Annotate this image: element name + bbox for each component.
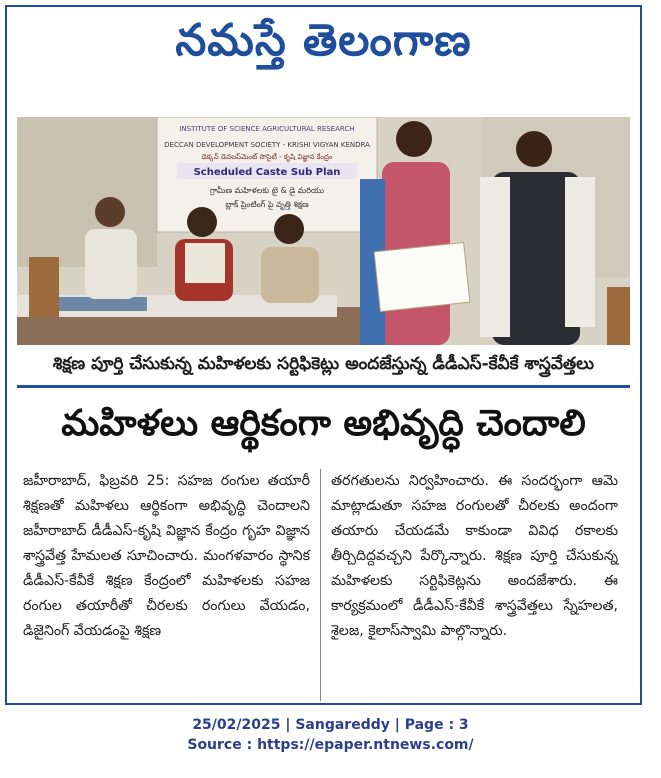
photo-caption: శిక్షణ పూర్తి చేసుకున్న మహిళలకు సర్టిఫికెట్లు అందజేస్తున్న డీడీఎస్‌-కేవీకే శాస్త్రవేత్తలు <box>52 354 595 374</box>
article-column-left: జహీరాబాద్‌, ఫిబ్రవరి 25: సహజ రంగుల తయారీ శిక్షణతో మహిళలు ఆర్థికంగా అభివృద్ధి చెందాలని జహీరాబాద్‌ డీడీఎస్‌-కృషి విజ్ఞాన కేంద్రం గృహ విజ్ఞాన శాస్త్రవేత్త హేమలత సూచించారు. మంగళవారం స్థానిక డీడీఎస్‌-కేవీకే శిక్షణ కేంద్రంలో మహిళలకు సహజ రంగుల తయారీతో చీరలకు రంగులు వేయడం, డిజైనింగ్‌ వేయడంపై శిక్షణ <box>21 469 321 701</box>
banner-line: డెక్కన్ డెవలప్‌మెంట్ సొసైటీ - కృషి విజ్ఞాన కేంద్రం <box>201 153 333 161</box>
masthead <box>7 7 640 85</box>
photo-illustration <box>17 117 630 345</box>
newspaper-clipping <box>5 5 642 705</box>
dateline: 25/02/2025 | Sangareddy | Page : 3 <box>192 717 469 733</box>
banner-line: బ్లాక్ ప్రింటింగ్ పై వృత్తి శిక్షణ <box>225 200 309 209</box>
banner-line: DECCAN DEVELOPMENT SOCIETY - KRISHI VIGYAN KENDRA <box>164 141 370 149</box>
article-body <box>21 469 628 701</box>
article-column-right: తరగతులను నిర్వహించారు. ఈ సందర్భంగా ఆమె మాట్లాడుతూ సహజ రంగులతో చీరలకు అందంగా తయారు చేయడమే కాకుండా వివిధ రకాలకు తీర్చిదిద్దవచ్చని పేర్కొన్నారు. శిక్షణ పూర్తి చేసుకున్న మహిళలకు సర్టిఫికెట్లను అందజేశారు. ఈ కార్యక్రమంలో డీడీఎస్‌-కేవీకే శాస్త్రవేత్తలు స్నేహలత, శైలజ, కైలాస్‌స్వామి పాల్గొన్నారు. <box>331 473 618 639</box>
source-line: Source : https://epaper.ntnews.com/ <box>187 737 474 753</box>
divider <box>17 385 630 388</box>
footer <box>0 715 661 755</box>
news-photo <box>17 117 630 345</box>
banner-line: Scheduled Caste Sub Plan <box>193 167 341 178</box>
banner-line: గ్రామీణ మహిళలకు టై & డై మరియు <box>209 186 325 195</box>
masthead-title: నమస్తే తెలంగాణ <box>175 15 472 66</box>
banner-line: INSTITUTE OF SCIENCE AGRICULTURAL RESEARCH <box>179 125 355 133</box>
headline: మహిళలు ఆర్థికంగా అభివృద్ధి చెందాలి <box>61 403 586 444</box>
